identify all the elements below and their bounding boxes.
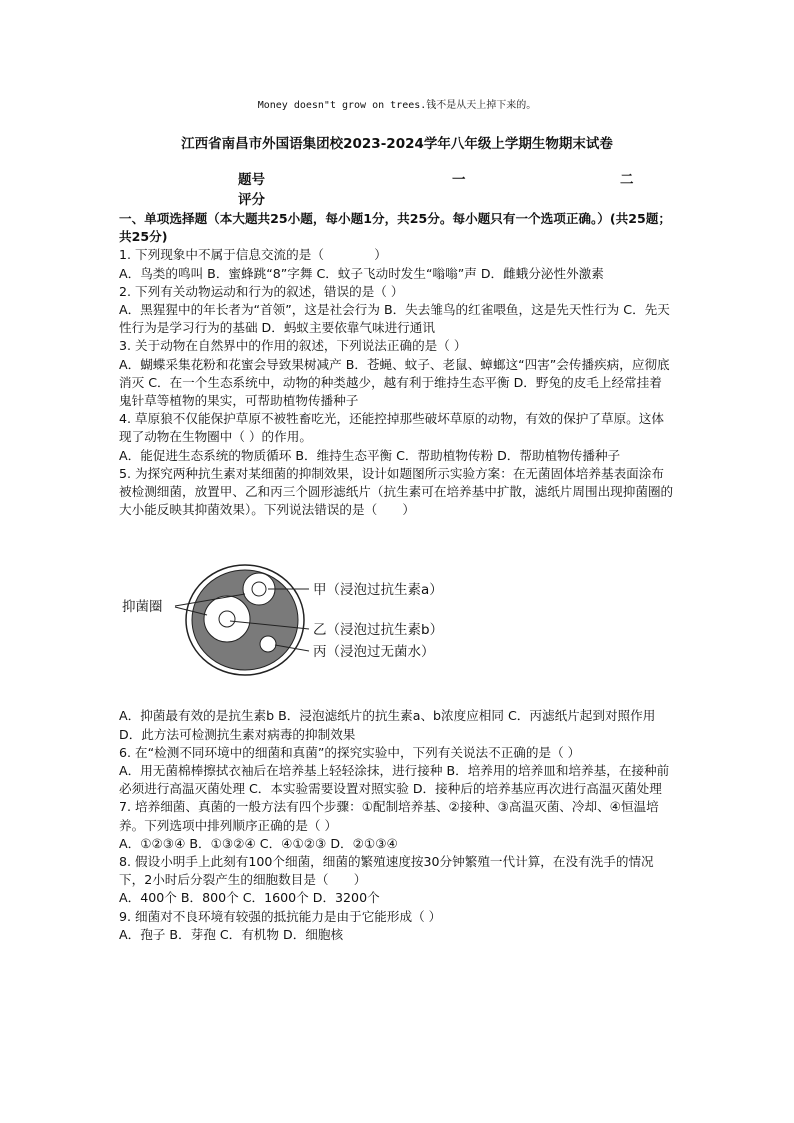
score-col-2: 二 bbox=[620, 172, 634, 188]
page-header: Money doesn"t grow on trees.钱不是从天上掉下来的。 bbox=[257, 100, 537, 111]
score-table bbox=[238, 168, 638, 208]
question-2-stem: 2. 下列有关动物运动和行为的叙述，错误的是（ ） bbox=[119, 283, 404, 299]
question-content bbox=[119, 210, 674, 944]
question-5-stem: 5. 为探究两种抗生素对某细菌的抑制效果，设计如题图所示实验方案：在无菌固体培养基表面涂布被检测细菌，放置甲、乙和丙三个圆形滤纸片（抗生素可在培养基中扩散，滤纸片周围出现抑菌圈的大小能反映其抑菌效果）。下列说法错误的是（ ） bbox=[119, 465, 674, 518]
score-col-1: 一 bbox=[452, 172, 466, 188]
label-yi: 乙（浸泡过抗生素b） bbox=[313, 622, 444, 639]
score-col-label: 题号 bbox=[238, 172, 265, 188]
petri-dish-diagram bbox=[119, 543, 674, 693]
question-4-stem: 4. 草原狼不仅能保护草原不被牲畜吃光，还能控掉那些破坏草原的动物，有效的保护了草原。这体现了动物在生物圈中（ ）的作用。 bbox=[119, 411, 664, 445]
filter-disc-jia bbox=[252, 582, 266, 596]
label-inhibition-zone: 抑菌圈 bbox=[122, 599, 163, 616]
question-1-options: A．鸟类的鸣叫 B．蜜蜂跳“8”字舞 C．蚊子飞动时发生“嗡嗡”声 D．雌蛾分泌性外激素 bbox=[119, 265, 604, 281]
score-row-header bbox=[238, 168, 638, 188]
question-2-options: A．黑猩猩中的年长者为“首领”，这是社会行为 B．失去雏鸟的红雀喂鱼，这是先天性行为 C．先天性行为是学习行为的基础 D．蚂蚁主要依靠气味进行通讯 bbox=[119, 302, 670, 336]
question-1-stem: 1. 下列现象中不属于信息交流的是（ ） bbox=[119, 247, 387, 263]
petri-dish-svg bbox=[119, 543, 674, 693]
label-jia: 甲（浸泡过抗生素a） bbox=[313, 582, 443, 599]
question-4-options: A．能促进生态系统的物质循环 B．维持生态平衡 C．帮助植物传粉 D．帮助植物传播种子 bbox=[119, 447, 621, 463]
section-heading: 一、单项选择题（本大题共25小题，每小题1分，共25分。每小题只有一个选项正确。）(共25题；共25分) bbox=[119, 211, 671, 245]
score-row-label: 评分 bbox=[238, 192, 265, 208]
question-8-stem: 8. 假设小明手上此刻有100个细菌，细菌的繁殖速度按30分钟繁殖一代计算，在没有洗手的情况下，2小时后分裂产生的细胞数目是（ ） bbox=[119, 854, 654, 888]
question-5-options: A．抑菌最有效的是抗生素b B．浸泡滤纸片的抗生素a、b浓度应相同 C．丙滤纸片起到对照作用 D．此方法可检测抗生素对病毒的抑制效果 bbox=[119, 708, 656, 742]
question-9-options: A．孢子 B．芽孢 C．有机物 D．细胞核 bbox=[119, 926, 344, 942]
question-8-options: A．400个 B．800个 C．1600个 D．3200个 bbox=[119, 890, 380, 906]
question-6-stem: 6. 在“检测不同环境中的细菌和真菌”的探究实验中，下列有关说法不正确的是（ ） bbox=[119, 744, 581, 760]
exam-title: 江西省南昌市外国语集团校2023-2024学年八年级上学期生物期末试卷 bbox=[181, 136, 613, 152]
score-row-score bbox=[238, 188, 638, 208]
filter-disc-bing bbox=[260, 636, 276, 652]
label-bing: 丙（浸泡过无菌水） bbox=[313, 644, 435, 661]
question-3-stem: 3. 关于动物在自然界中的作用的叙述，下列说法正确的是（ ） bbox=[119, 338, 467, 354]
question-3-options: A．蝴蝶采集花粉和花蜜会导致果树减产 B．苍蝇、蚊子、老鼠、蟑螂这“四害”会传播疾病，应彻底消灭 C．在一个生态系统中，动物的种类越少，越有利于维持生态平衡 D．野兔的皮毛上经常挂着鬼针草等植物的果实，可帮助植物传播种子 bbox=[119, 356, 670, 409]
question-7-stem: 7. 培养细菌、真菌的一般方法有四个步骤：①配制培养基、②接种、③高温灭菌、冷却、④恒温培养。下列选项中排列顺序正确的是（ ） bbox=[119, 799, 659, 833]
question-7-options: A．①②③④ B．①③②④ C．④①②③ D．②①③④ bbox=[119, 835, 398, 851]
question-9-stem: 9. 细菌对不良环境有较强的抵抗能力是由于它能形成（ ） bbox=[119, 908, 442, 924]
question-6-options: A．用无菌棉棒擦拭衣袖后在培养基上轻轻涂抹，进行接种 B．培养用的培养皿和培养基，在接种前必须进行高温灭菌处理 C．本实验需要设置对照实验 D．接种后的培养基应再次进行高温灭菌处理 bbox=[119, 763, 670, 797]
filter-disc-yi bbox=[219, 611, 235, 627]
